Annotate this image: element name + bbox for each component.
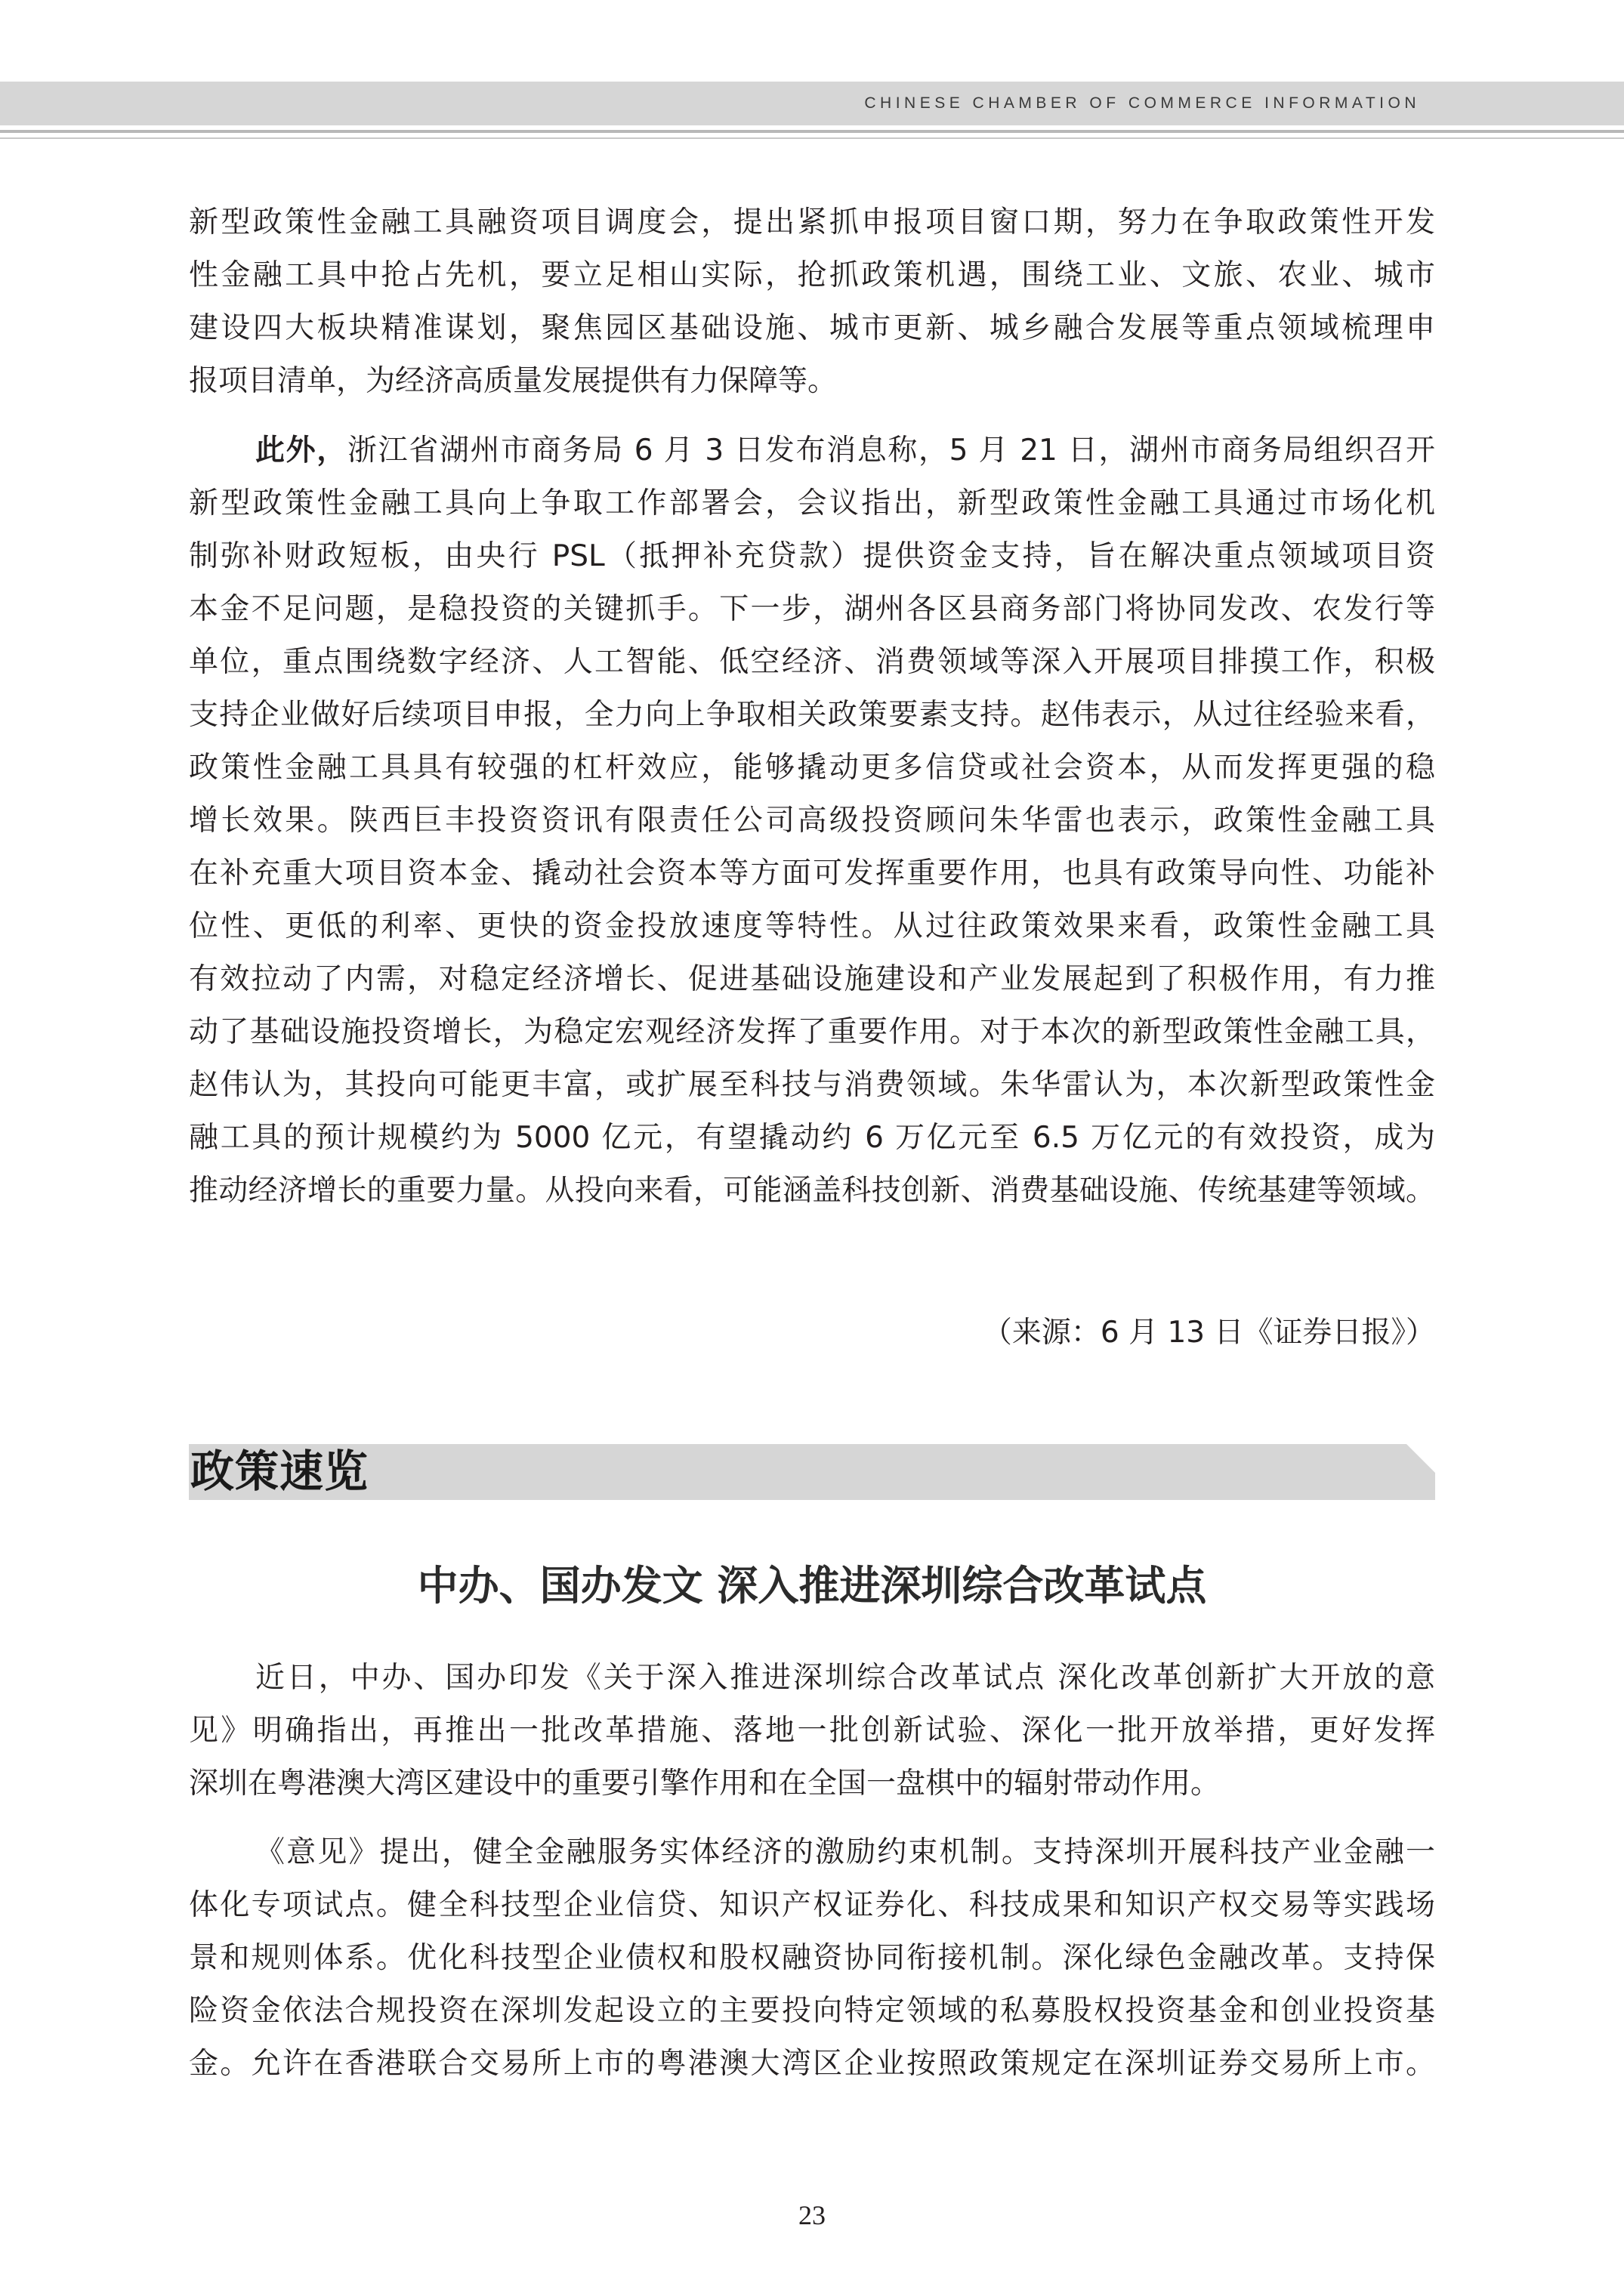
text-line: 《意见》提出，健全金融服务实体经济的激励约束机制。支持深圳开展科技产业金融一 [255, 1835, 1435, 1869]
page-number: 23 [798, 2200, 826, 2230]
text-line: 性金融工具中抢占先机，要立足相山实际，抢抓政策机遇，围绕工业、文旅、农业、城市 [189, 258, 1435, 292]
article2-paragraph1 [189, 1652, 1435, 1810]
text-line: 见》明确指出，再推出一批改革措施、落地一批创新试验、深化一批开放举措，更好发挥 [189, 1714, 1435, 1748]
text-line: 制弥补财政短板，由央行 PSL（抵押补充贷款）提供资金支持，旨在解决重点领域项目资 [189, 539, 1435, 573]
text-line: 新型政策性金融工具融资项目调度会，提出紧抓申报项目窗口期，努力在争取政策性开发 [189, 205, 1435, 239]
text-line: 增长效果。陕西巨丰投资资讯有限责任公司高级投资顾问朱华雷也表示，政策性金融工具 [189, 804, 1435, 838]
text-line: 本金不足问题，是稳投资的关键抓手。下一步，湖州各区县商务部门将协同发改、农发行等 [189, 592, 1435, 626]
article2-paragraph2 [189, 1826, 1435, 2091]
text-line: 险资金依法合规投资在深圳发起设立的主要投向特定领域的私募股权投资基金和创业投资基 [189, 1994, 1435, 2028]
text-line: 有效拉动了内需，对稳定经济增长、促进基础设施建设和产业发展起到了积极作用，有力推 [189, 962, 1435, 996]
text-line: 报项目清单，为经济高质量发展提供有力保障等。 [189, 364, 838, 398]
text-line: 在补充重大项目资本金、撬动社会资本等方面可发挥重要作用，也具有政策导向性、功能补 [189, 856, 1435, 890]
text-line: 融工具的预计规模约为 5000 亿元，有望撬动约 6 万亿元至 6.5 万亿元的有效投资，成为 [189, 1121, 1435, 1155]
text-line: 赵伟认为，其投向可能更丰富，或扩展至科技与消费领域。朱华雷认为，本次新型政策性金 [189, 1068, 1435, 1102]
section-bar [189, 1444, 1435, 1500]
text-line: 新型政策性金融工具向上争取工作部署会，会议指出，新型政策性金融工具通过市场化机 [189, 486, 1435, 520]
lead-in-bold: 此外， [255, 434, 347, 468]
text-line: 位性、更低的利率、更快的资金投放速度等特性。从过往政策效果来看，政策性金融工具 [189, 909, 1435, 943]
text-line: 动了基础设施投资增长，为稳定宏观经济发挥了重要作用。对于本次的新型政策性金融工具， [189, 1015, 1435, 1049]
article1-paragraph1 [189, 196, 1435, 408]
text-line: 支持企业做好后续项目申报，全力向上争取相关政策要素支持。赵伟表示，从过往经验来看， [189, 698, 1435, 732]
article2-title: 中办、国办发文 深入推进深圳综合改革试点 [417, 1562, 1207, 1609]
text-line: 深圳在粤港澳大湾区建设中的重要引擎作用和在全国一盘棋中的辐射带动作用。 [189, 1767, 1221, 1801]
text-line: 景和规则体系。优化科技型企业债权和股权融资协同衔接机制。深化绿色金融改革。支持保 [189, 1941, 1435, 1975]
article1-source: （来源：6 月 13 日《证券日报》） [982, 1316, 1435, 1350]
text-line: 推动经济增长的重要力量。从投向来看，可能涵盖科技创新、消费基础设施、传统基建等领域。 [189, 1174, 1435, 1208]
lead-in-rest: 浙江省湖州市商务局 6 月 3 日发布消息称，5 月 21 日，湖州市商务局组织召开 [347, 434, 1435, 468]
text-line: 金。允许在香港联合交易所上市的粤港澳大湾区企业按照政策规定在深圳证券交易所上市。 [189, 2047, 1435, 2081]
section-title: 政策速览 [190, 1446, 369, 1497]
text-line: 体化专项试点。健全科技型企业信贷、知识产权证券化、科技成果和知识产权交易等实践场 [189, 1888, 1435, 1922]
journal-name: CHINESE CHAMBER OF COMMERCE INFORMATION [864, 94, 1420, 112]
article1-paragraph2 [189, 424, 1435, 1217]
text-line: 近日，中办、国办印发《关于深入推进深圳综合改革试点 深化改革创新扩大开放的意 [255, 1661, 1435, 1695]
header-rule-thin [0, 137, 1624, 139]
text-line: 政策性金融工具具有较强的杠杆效应，能够撬动更多信贷或社会资本，从而发挥更强的稳 [189, 751, 1435, 785]
text-line-lead [189, 424, 1435, 477]
text-line: 单位，重点围绕数字经济、人工智能、低空经济、消费领域等深入开展项目排摸工作，积极 [189, 645, 1435, 679]
header-rule [0, 130, 1624, 133]
text-line: 建设四大板块精准谋划，聚焦园区基础设施、城市更新、城乡融合发展等重点领域梳理申 [189, 311, 1435, 345]
